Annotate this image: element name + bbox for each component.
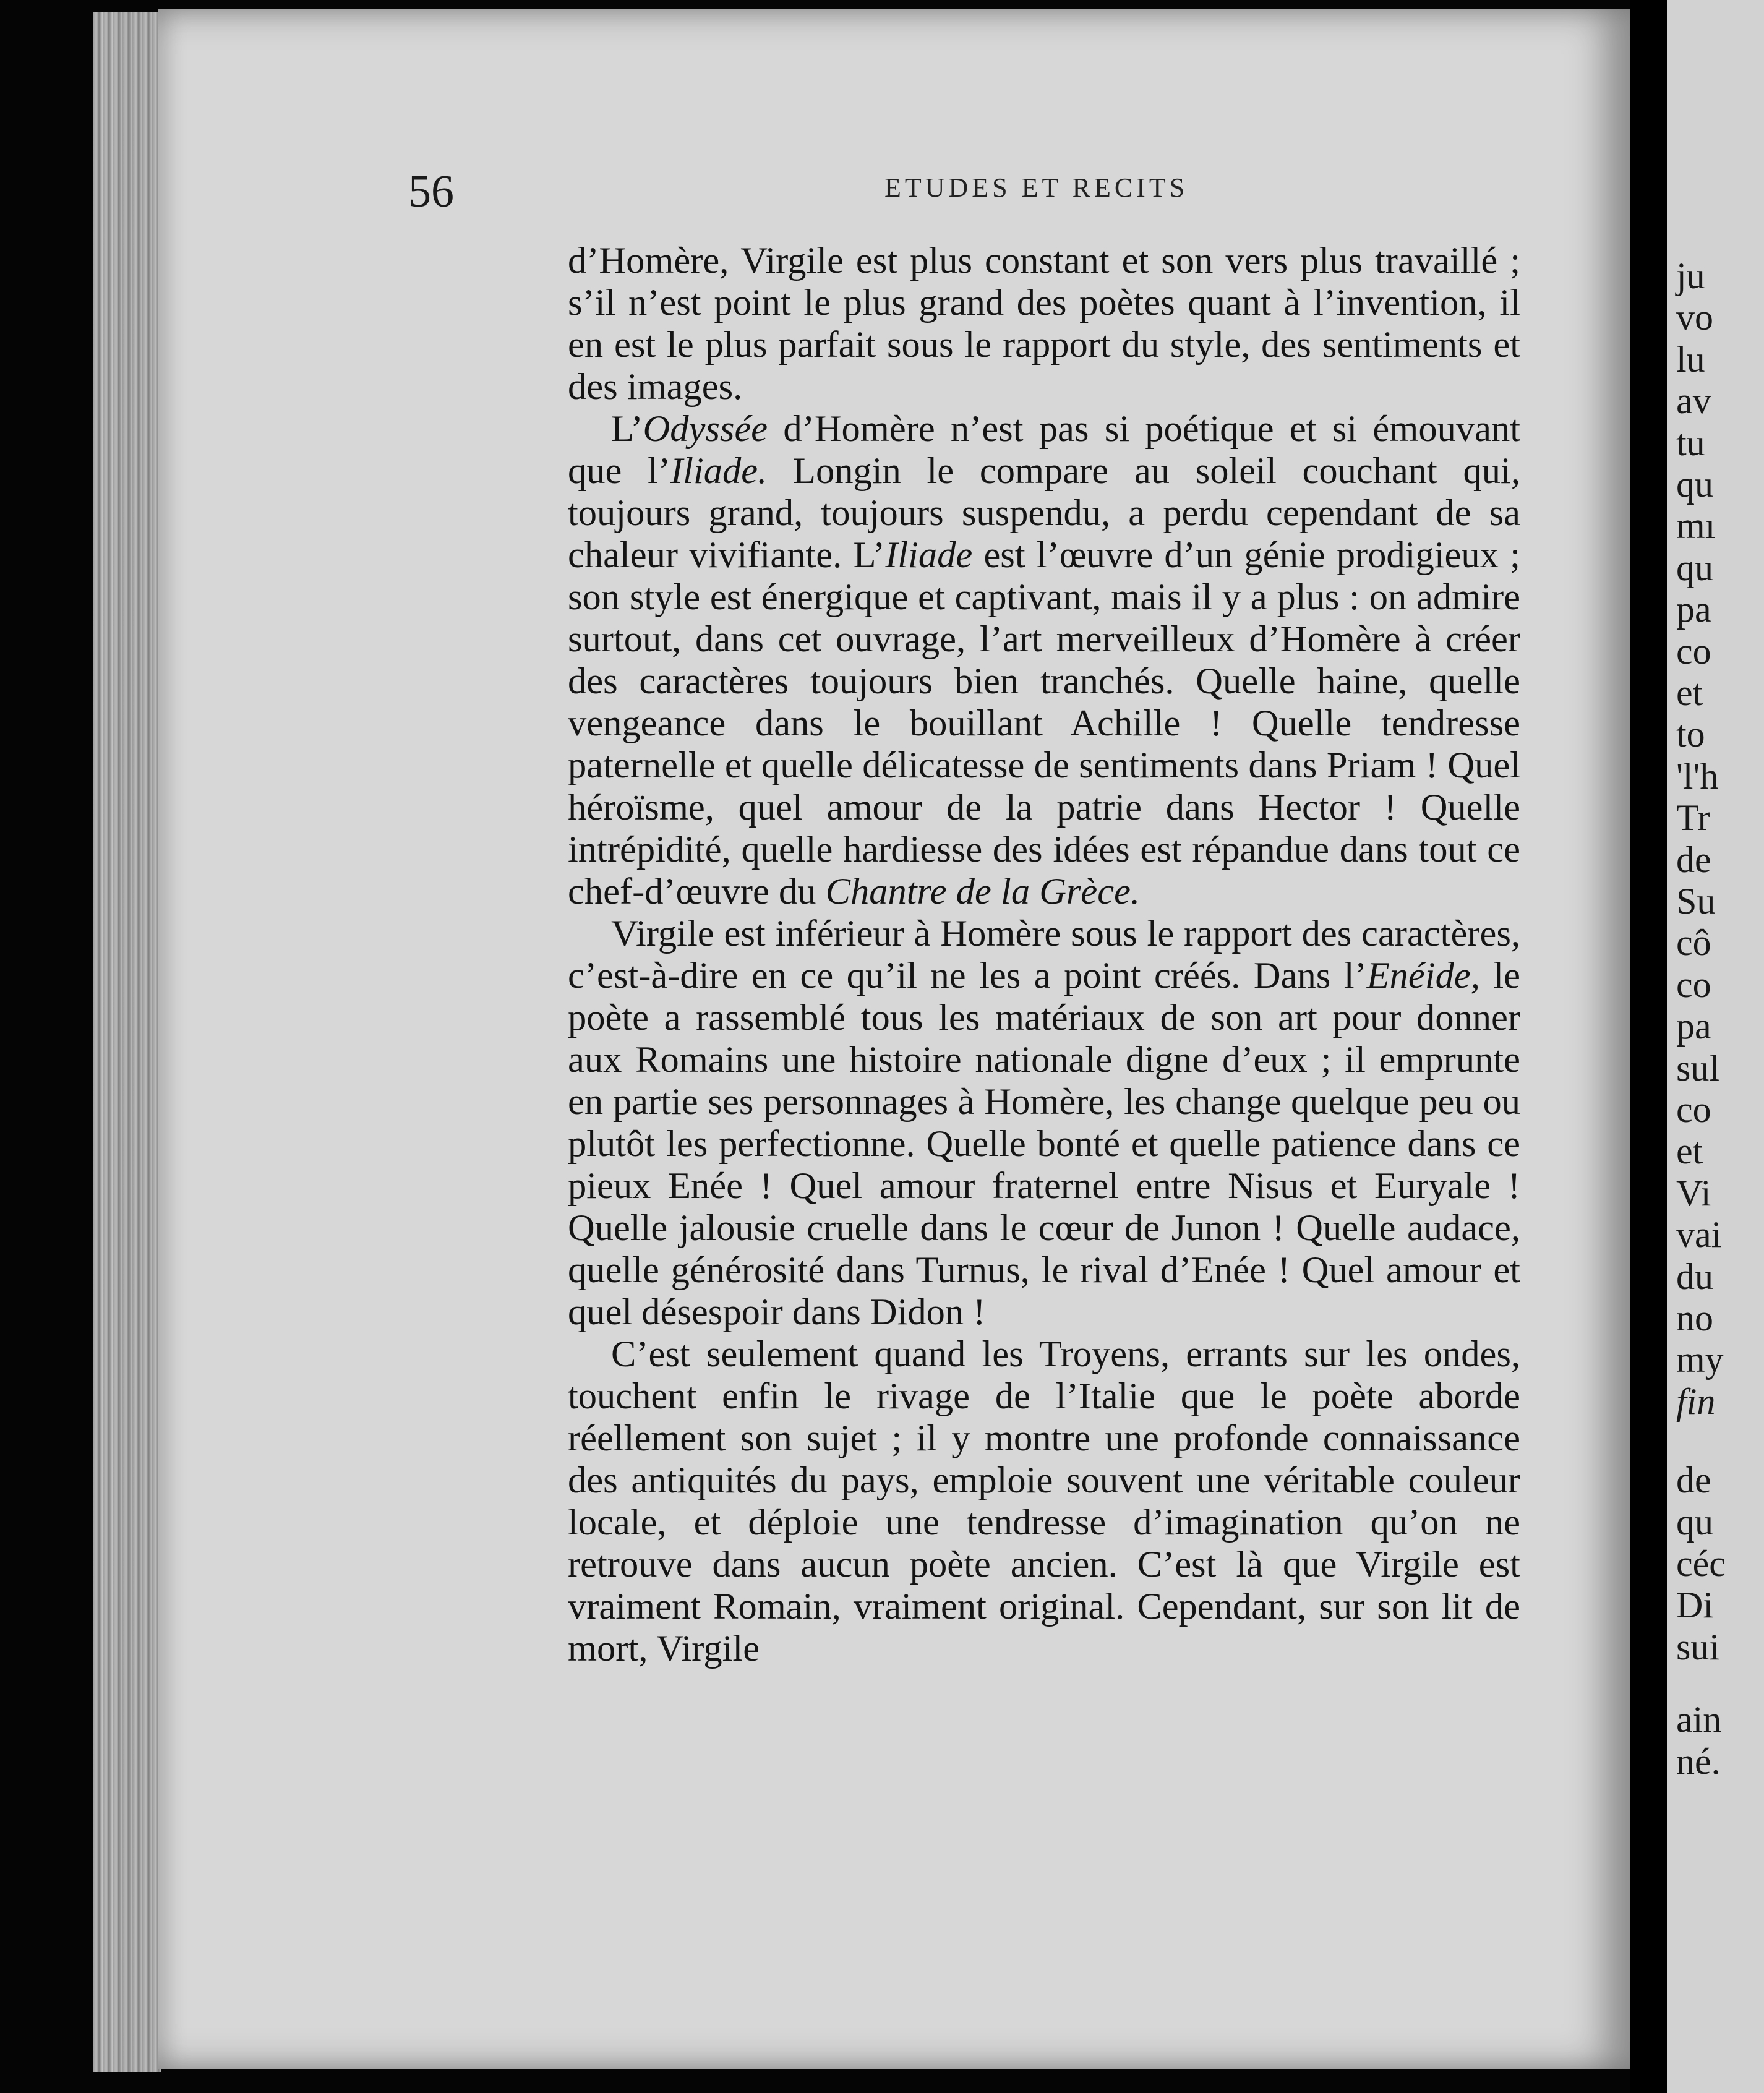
italic-title: Iliade [885,534,973,576]
facing-page-line: ju [1676,255,1705,296]
facing-page-line: et [1676,672,1703,713]
facing-page-line: qu [1676,464,1713,505]
text-run: le poète a rassemblé tous les matériaux de son art pour donner aux Romains une histoire nationale digne d’eux ; il emprunte en partie ses personnages à Homère, les change quelque peu ou plutôt les perfectionne. Quelle bonté et quelle patience dans ce pieux Enée ! Quel amour fraternel entre Nisus et Euryale ! Quelle jalousie cruelle dans le cœur de Junon ! Quelle audace, quelle générosité dans Turnus, le rival d’Enée ! Quel amour et quel désespoir dans Didon ! [568,955,1520,1333]
facing-page-line: du [1676,1256,1713,1297]
text-run: est l’œuvre d’un génie prodigieux ; son style est énergique et captivant, mais il y a plus : on admire surtout, dans cet ouvrage, l’art merveilleux d’Homère à créer des caractères toujours bien tranchés. Quelle haine, quelle vengeance dans le bouillant Achille ! Quelle tendresse paternelle et quelle délicatesse de sentiments dans Priam ! Quel héroïsme, quel amour de la patrie dans Hector ! Quelle intrépidité, quelle hardiesse des idées est répandue dans tout ce chef-d’œuvre du [568,534,1520,912]
text-run: L’ [611,408,643,450]
facing-page-line: Di [1676,1585,1713,1626]
facing-page-line: mı [1676,505,1716,547]
book-page-edges [93,12,161,2072]
facing-page-line: fin [1676,1380,1716,1422]
italic-title: Iliade. [670,450,768,492]
facing-page-fragment [1667,0,1764,2093]
facing-page-line: av [1676,380,1711,422]
facing-page-line: sul [1676,1047,1720,1089]
facing-page-line: ain [1676,1699,1722,1740]
italic-title: Enéide, [1366,955,1480,996]
facing-page-line: de [1676,1460,1711,1501]
text-run: d’Homère n’est pas si poétique et si émouvant que l’ [568,408,1520,492]
book-gutter [1630,0,1667,2093]
facing-page-line: co [1676,964,1711,1005]
page-header [408,160,1522,228]
italic-title: Odyssée [643,408,768,450]
text-run: d’Homère, Virgile est plus constant et son vers plus travaillé ; s’il n’est point le plus grand des poètes quant à l’invention, il en est le plus parfait sous le rapport du style, des sentiments et des images. [568,240,1520,408]
facing-page-line: qu [1676,1501,1713,1543]
facing-page-line: my [1676,1339,1724,1380]
paragraph [568,408,1520,913]
facing-page-line: né. [1676,1740,1721,1782]
running-head: ETUDES ET RECITS [884,173,1189,203]
facing-page-line: co [1676,1089,1711,1130]
facing-page-line: céc [1676,1543,1726,1584]
paragraph [568,913,1520,1333]
facing-page-line: to [1676,714,1705,755]
facing-page-line: vai [1676,1214,1722,1256]
facing-page-line: qu [1676,547,1713,588]
facing-page-line: 'l'h [1676,755,1719,797]
body-text [568,240,1520,1670]
italic-title: Chantre de la Grèce. [825,871,1141,912]
text-run: Longin le compare au soleil couchant qui, toujours grand, toujours suspendu, a perdu cependant de sa chaleur vivifiante. L’ [568,450,1520,576]
facing-page-line: co [1676,630,1711,672]
facing-page-line: sui [1676,1626,1720,1667]
facing-page-line: de [1676,839,1711,880]
facing-page-line: vo [1676,297,1713,338]
facing-page-line: Tr [1676,797,1710,839]
facing-page-line: no [1676,1298,1713,1338]
page-number: 56 [408,166,454,217]
facing-page-line: pa [1676,589,1711,630]
paragraph [568,240,1520,408]
facing-page-line: tu [1676,422,1705,463]
facing-page-line: lu [1676,338,1705,380]
text-run: Virgile est inférieur à Homère sous le rapport des caractères, c’est-à-dire en ce qu’il ne les a point créés. Dans l’ [568,913,1520,996]
paragraph [568,1333,1520,1670]
facing-page-line: pa [1676,1006,1711,1047]
facing-page-line: cô [1676,922,1711,964]
facing-page-line: et [1676,1131,1703,1172]
facing-page-line: Su [1676,881,1716,922]
text-run: C’est seulement quand les Troyens, errants sur les ondes, touchent enfin le rivage de l’Italie que le poète aborde réellement son sujet ; il y montre une profonde connaissance des antiquités du pays, emploie souvent une véritable couleur locale, et déploie une tendresse d’imagination qu’on ne retrouve dans aucun poète ancien. C’est là que Virgile est vraiment Romain, vraiment original. Cependant, sur son lit de mort, Virgile [568,1333,1520,1669]
facing-page-line: Vi [1676,1172,1711,1213]
